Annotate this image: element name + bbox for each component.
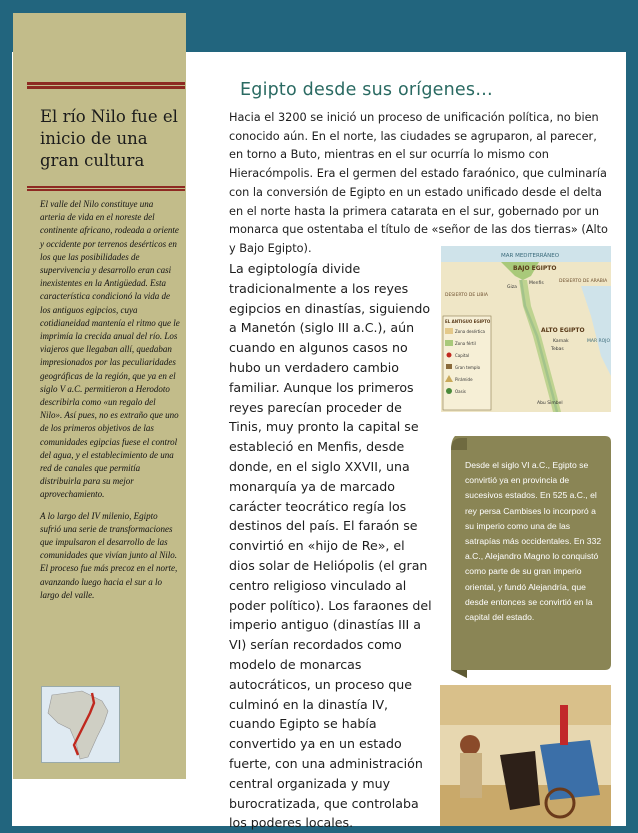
- map-legend: [443, 316, 491, 410]
- sidebar-paragraph: El valle del Nilo constituye una arteria de vida en el noreste del continente africano, rodeada a oriente y occidente por terrenos desérticos en los que las posibilidades de supervivencia y desarrollo eran casi inexistentes en la Antigüedad. Esta característica condicionó la vida de los antiguos egipcios, cuya cotidianeidad mantenía el ritmo que le imprimía la crecida anual del río. Los viajeros que llegaban allí, quedaban impresionados por las peculiaridades geográficas de la región, que ya en el siglo V a.C. permitieron a Herodoto describirla como «un regalo del Nilo». Así pues, no es extraño que uno de los primeros objetivos de las comunidades egipcias fuese el control del agua, y el establecimiento de una red de canales que permitía distribuirla para su mejor aprovechamiento.: [40, 199, 180, 500]
- legend-item: Capital: [455, 353, 470, 358]
- dynasties-paragraph: La egiptología divide tradicionalmente a los reyes egipcios en dinastías, siguiendo a Manetón (siglo III a.C.), aún cuando en algunos casos no hubo un verdadero cambio familiar. Aunque los primeros reyes parecían proceder de Tinis, muy pronto la capital se estableció en Menfis, desde donde, en el siglo XXVII, una monarquía ya de marcado carácter teocrático regía los destinos del país. El faraón se convirtió en «hijo de Re», el dios solar de Heliópolis (el gran centro religioso vinculado al poder político). Los faraones del imperio antiguo (dinastías III a VI) serían recordados como modelo de monarcas autocráticos, un proceso que culminó en la dinastía IV, cuando Egipto se había convertido ya en un estado fuerte, con una administración central organizada y muy burocratizada, que controlaba los poderes locales.: [229, 261, 432, 831]
- map-legend-title: EL ANTIGUO EGIPTO: [445, 319, 491, 324]
- map-upper-egypt-label: ALTO EGIPTO: [541, 327, 585, 334]
- map-city-label: Tebas: [551, 347, 564, 352]
- legend-swatch: [447, 353, 452, 358]
- legend-swatch: [446, 388, 452, 394]
- intro-paragraph: Hacia el 3200 se inició un proceso de unificación política, no bien conocido aún. En el norte, las ciudades se agruparon, al parecer, en torno a Buto, mientras en el sur ocurría lo mismo con Hieracómpolis. Era el germen del estado faraónico, que culminaría con la conversión de Egipto en un estado unificado desde el delta en el norte hasta la primera catarata en el sur, gobernado por un monarca que ostentaba el título de «señor de las dos tierras» (Alto y Bajo Egipto).: [229, 111, 608, 255]
- map-arabia-label: DESIERTO DE ARABIA: [559, 279, 608, 284]
- map-city-label: Giza: [507, 285, 517, 290]
- legend-item: Oasis: [455, 389, 466, 394]
- map-red-sea-label: MAR ROJO: [587, 339, 611, 344]
- egypt-map-image: [441, 246, 611, 412]
- sidebar-body: [40, 198, 180, 610]
- legend-swatch: [445, 340, 453, 346]
- legend-item: Pirámide: [455, 377, 473, 382]
- scroll-text: Desde el siglo VI a.C., Egipto se convirtió ya en provincia de sucesivos estados. En 525 a.C., el rey persa Cambises lo incorporó a su imperio como una de las satrapías más occidentales. En 332 a.C., Alejandro Magno lo conquistó como parte de su gran imperio oriental, y fundó Alejandría, que desde entonces se convirtió en la capital del estado.: [465, 460, 602, 623]
- map-libia-label: DESIERTO DE LIBIA: [445, 293, 488, 298]
- sidebar-top-rule: [27, 82, 185, 85]
- sidebar-title: El río Nilo fue el inicio de una gran cultura: [40, 107, 178, 170]
- map-lower-egypt-label: BAJO EGIPTO: [513, 265, 557, 272]
- legend-item: Zona fértil: [455, 341, 476, 346]
- legend-item: Gran templo: [455, 365, 481, 370]
- legend-swatch: [446, 364, 452, 369]
- sidebar-bottom-rule: [27, 186, 185, 188]
- map-city-label: Menfis: [529, 281, 544, 286]
- main-title: Egipto desde sus orígenes…: [240, 80, 493, 100]
- map-sea-label: MAR MEDITERRÁNEO: [501, 253, 560, 259]
- legend-swatch: [445, 328, 453, 334]
- map-city-label: Abu Simbel: [537, 401, 563, 406]
- pharaoh-chariot-painting: [440, 685, 611, 826]
- africa-map-image: [41, 686, 120, 763]
- map-city-label: Karnak: [553, 339, 569, 344]
- sidebar-paragraph: A lo largo del IV milenio, Egipto sufrió una serie de transformaciones que impulsaron el desarrollo de las comunidades que vivían junto al Nilo. El proceso fue más precoz en el norte, avanzando luego hacia el sur a lo largo del valle.: [40, 510, 178, 600]
- legend-item: Zona desértica: [455, 329, 485, 334]
